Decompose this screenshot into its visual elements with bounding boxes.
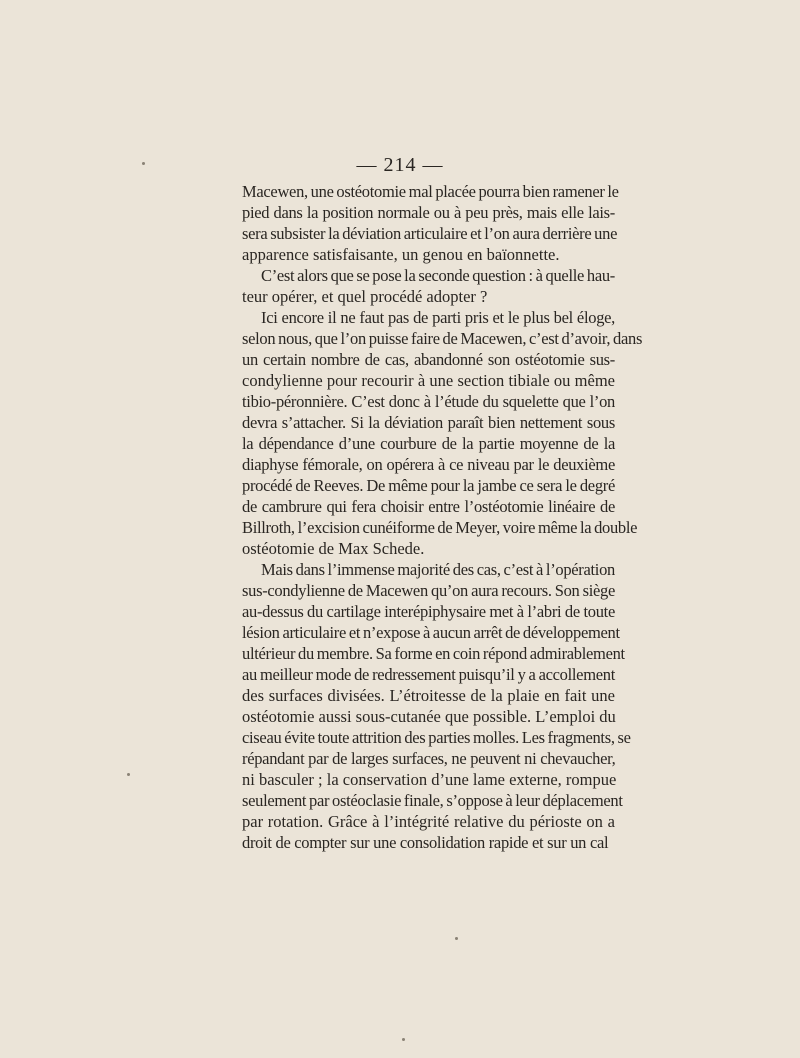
paragraph xyxy=(242,559,631,853)
text-line: par rotation. Grâce à l’intégrité relative du périoste on a xyxy=(242,812,615,831)
paper-speck xyxy=(142,162,145,165)
text-line: Billroth, l’excision cunéiforme de Meyer, voire même la double xyxy=(242,518,638,537)
text-line: apparence satisfaisante, un genou en baïonnette. xyxy=(242,245,560,264)
text-line: de cambrure qui fera choisir entre l’ostéotomie linéaire de xyxy=(242,497,615,516)
text-line: C’est alors que se pose la seconde question : à quelle hau- xyxy=(261,266,615,285)
text-line: droit de compter sur une consolidation rapide et sur un cal xyxy=(242,833,609,852)
paper-speck xyxy=(127,773,130,776)
text-line: un certain nombre de cas, abandonné son ostéotomie sus- xyxy=(242,350,615,369)
text-line: ostéotomie aussi sous-cutanée que possible. L’emploi du xyxy=(242,707,616,726)
body-text xyxy=(242,181,643,853)
text-line: ultérieur du membre. Sa forme en coin répond admirablement xyxy=(242,644,625,663)
text-line: Ici encore il ne faut pas de parti pris et le plus bel éloge, xyxy=(261,308,615,327)
text-line: pied dans la position normale ou à peu près, mais elle lais- xyxy=(242,203,615,222)
text-line: ciseau évite toute attrition des parties molles. Les fragments, se xyxy=(242,728,631,747)
text-line: des surfaces divisées. L’étroitesse de la plaie en fait une xyxy=(242,686,615,705)
paper-speck xyxy=(402,1038,405,1041)
paragraph xyxy=(242,307,643,559)
text-line: lésion articulaire et n’expose à aucun arrêt de développement xyxy=(242,623,620,642)
text-line: tibio-péronnière. C’est donc à l’étude du squelette que l’on xyxy=(242,392,615,411)
text-line: condylienne pour recourir à une section tibiale ou même xyxy=(242,371,615,390)
paragraph xyxy=(242,265,615,307)
text-line: Mais dans l’immense majorité des cas, c’est à l’opération xyxy=(261,560,615,579)
text-line: devra s’attacher. Si la déviation paraît bien nettement sous xyxy=(242,413,615,432)
text-line: selon nous, que l’on puisse faire de Macewen, c’est d’avoir, dans xyxy=(242,329,643,348)
text-line: teur opérer, et quel procédé adopter ? xyxy=(242,287,488,306)
text-line: procédé de Reeves. De même pour la jambe ce sera le degré xyxy=(242,476,615,495)
paragraph xyxy=(242,181,619,265)
text-line: répandant par de larges surfaces, ne peuvent ni chevaucher, xyxy=(242,749,616,768)
text-line: ni basculer ; la conservation d’une lame externe, rompue xyxy=(242,770,617,789)
text-line: seulement par ostéoclasie finale, s’oppose à leur déplacement xyxy=(242,791,623,810)
text-line: au meilleur mode de redressement puisqu’il y a accollement xyxy=(242,665,615,684)
paper-speck xyxy=(455,937,458,940)
text-line: au-dessus du cartilage interépiphysaire met à l’abri de toute xyxy=(242,602,615,621)
text-line: la dépendance d’une courbure de la partie moyenne de la xyxy=(242,434,615,453)
text-line: sera subsister la déviation articulaire et l’on aura derrière une xyxy=(242,224,618,243)
text-line: Macewen, une ostéotomie mal placée pourra bien ramener le xyxy=(242,182,619,201)
page-number: — 214 — xyxy=(356,154,444,176)
text-line: diaphyse fémorale, on opérera à ce niveau par le deuxième xyxy=(242,455,615,474)
text-line: ostéotomie de Max Schede. xyxy=(242,539,425,558)
text-line: sus-condylienne de Macewen qu’on aura recours. Son siège xyxy=(242,581,615,600)
